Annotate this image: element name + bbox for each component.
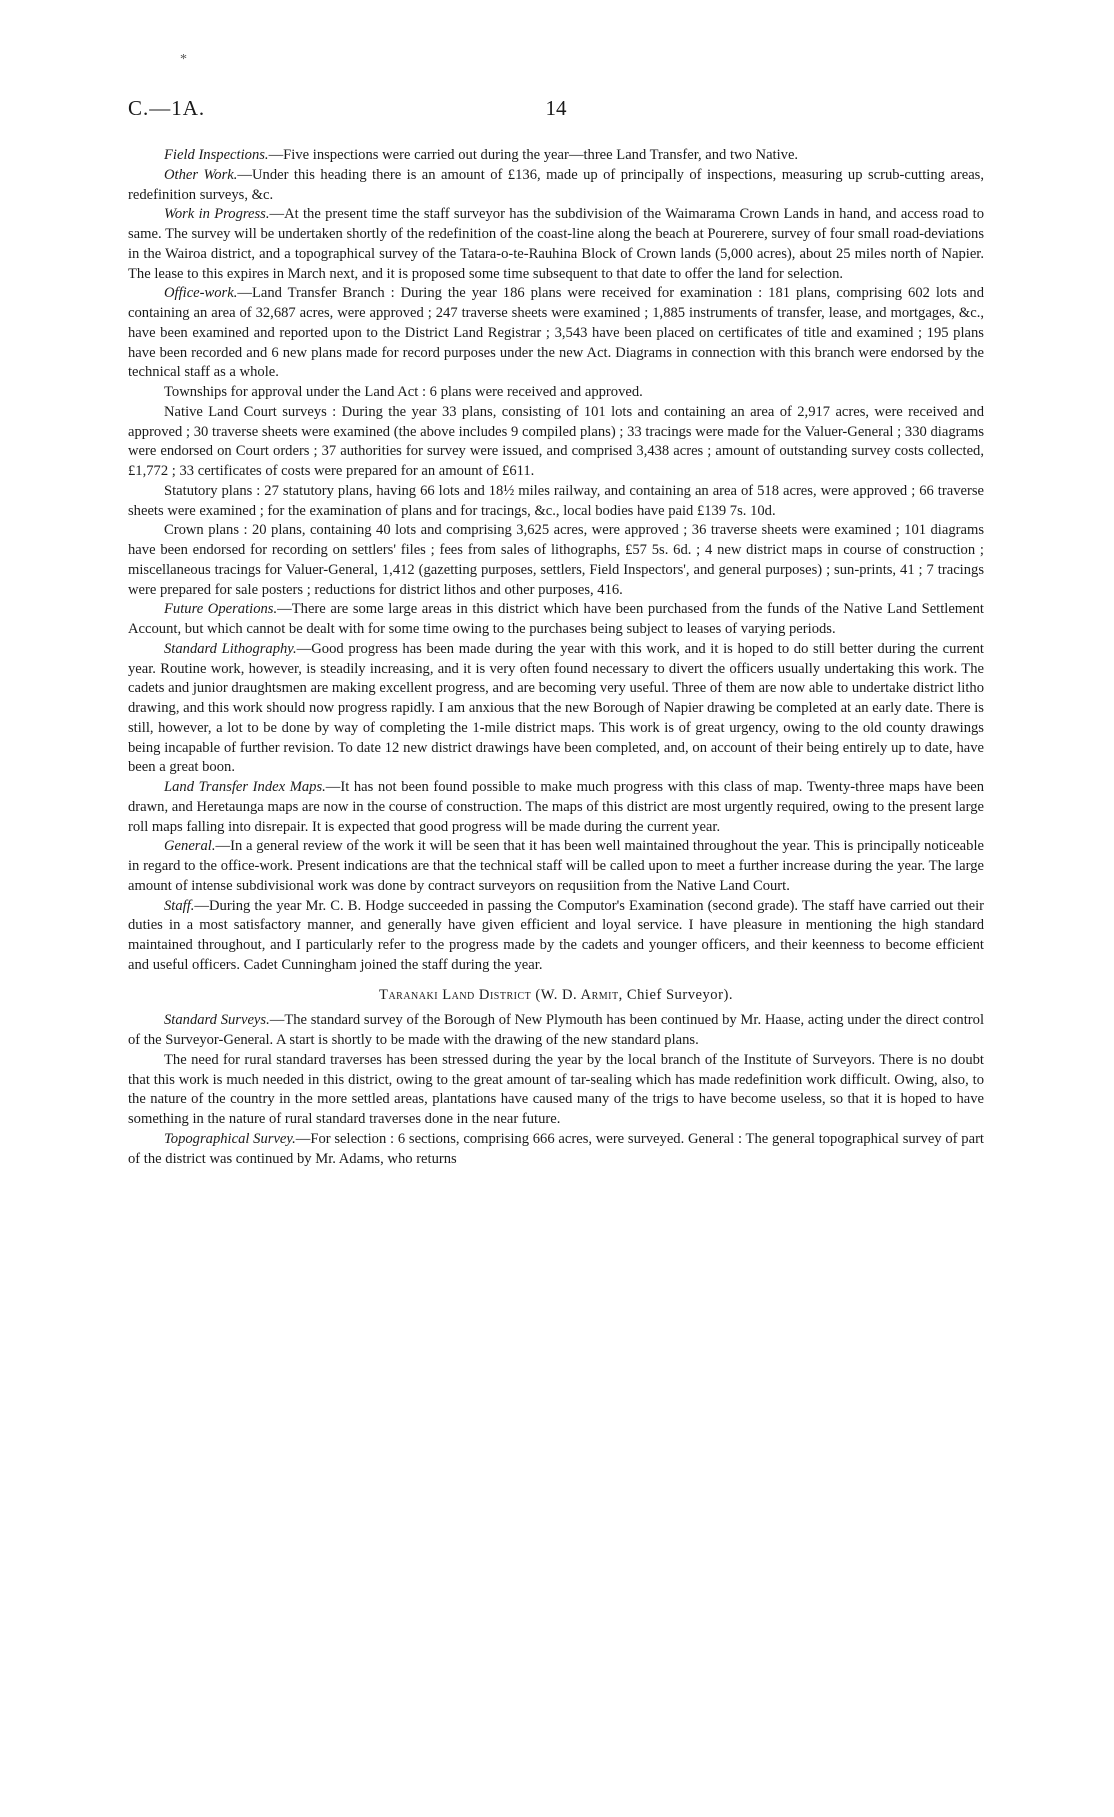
- paragraph-text: Townships for approval under the Land Act : 6 plans were received and approved.: [164, 384, 643, 400]
- paragraph: [128, 482, 984, 522]
- paragraph-text: —It has not been found possible to make much progress with this class of map. Twenty-three maps have been drawn, and Heretaunga maps are now in the course of construction. The maps of this district are most urgently required, owing to the present large roll maps falling into disrepair. It is expected that good progress will be made during the current year.: [128, 779, 985, 835]
- page-number: 14: [545, 96, 567, 120]
- paragraph-heading: Staff.: [164, 897, 195, 914]
- paragraph: [128, 600, 984, 640]
- paragraph-heading: Work in Progress.: [164, 206, 270, 223]
- paragraph-text: —Good progress has been made during the year with this work, and it is hoped to do still better during the current year. Routine work, however, is steadily increasing, and it is very often found necessary to divert the officers usually undertaking this work. The cadets and junior draughtsmen are making excellent progress, and are becoming very useful. Three of them are now able to undertake district litho drawing, and this work should now progress rapidly. I am anxious that the new Borough of Napier drawing be completed at an early date. There is still, however, a lot to be done by way of completing the 1-mile district maps. This work is of great urgency, owing to the old county drawings being incapable of further revision. To date 12 new district drawings have been completed, and, on account of their being entirely up to date, have been a great boon.: [128, 640, 984, 776]
- paragraph-text: —Land Transfer Branch : During the year 186 plans were received for examination : 181 plans, comprising 602 lots and containing an area of 32,687 acres, were approved ; 247 traverse sheets were examined ; 1,885 instruments of transfer, lease, and mortgages, &c., have been examined and reported upon to the District Land Registrar ; 3,543 have been placed on certificates of title and examined ; 195 plans have been recorded and 6 new plans made for record purposes under the new Act. Diagrams in connection with this branch were endorsed by the technical staff as a whole.: [128, 285, 984, 381]
- paragraph: [128, 778, 984, 837]
- paragraph-heading: Topographical Survey.: [164, 1130, 296, 1147]
- paragraph-text: Native Land Court surveys : During the year 33 plans, consisting of 101 lots and containing an area of 2,917 acres, were received and approved ; 30 traverse sheets were examined (the above includes 9 compiled plans) ; 33 tracings were made for the Valuer-General ; 330 diagrams were endorsed on Court orders ; 37 authorities for survey were issued, and comprised 3,438 acres ; amount of outstanding survey costs collected, £1,772 ; 33 certificates of costs were prepared for an amount of £611.: [128, 403, 984, 479]
- paragraph: [128, 1051, 984, 1130]
- paragraph-text: —There are some large areas in this district which have been purchased from the funds of the Native Land Settlement Account, but which cannot be dealt with for some time owing to the purchases being subject to leases of varying periods.: [128, 601, 984, 637]
- page-header: [128, 96, 984, 126]
- page-body: [128, 146, 984, 1169]
- paragraph-heading: Future Operations.: [164, 601, 278, 618]
- paragraph: [128, 521, 984, 600]
- paragraph: [128, 640, 984, 778]
- paragraph-heading: Office-work.: [164, 285, 238, 302]
- paragraph-text: —Five inspections were carried out during the year—three Land Transfer, and two Native.: [268, 147, 799, 163]
- paragraph-heading: Standard Lithography.: [164, 640, 297, 657]
- paragraph: [128, 205, 984, 284]
- paragraph-heading: Other Work.: [164, 166, 238, 183]
- district-name: Taranaki Land District: [379, 986, 532, 1003]
- surveyor-name: W. D. Armit: [540, 986, 619, 1003]
- paragraph-heading: General.: [164, 838, 216, 855]
- paragraph: [128, 1130, 984, 1170]
- paragraph-heading: Standard Surveys.: [164, 1012, 270, 1029]
- paragraph: [128, 837, 984, 896]
- margin-mark: *: [180, 52, 187, 67]
- paragraph: [128, 1011, 984, 1051]
- paragraph-heading: Land Transfer Index Maps.: [164, 779, 326, 795]
- paragraph: [128, 403, 984, 482]
- paragraph-text: Statutory plans : 27 statutory plans, having 66 lots and 18½ miles railway, and containing an area of 518 acres, were approved ; 66 traverse sheets were examined ; for the examination of plans and for tracings, &c., local bodies have paid £139 7s. 10d.: [128, 482, 984, 519]
- paragraph: [128, 897, 984, 976]
- paragraph-text: The need for rural standard traverses has been stressed during the year by the local branch of the Institute of Surveyors. There is no doubt that this work is much needed in this district, owing to the great amount of tar-sealing which has made redefinition work difficult. Owing, also, to the nature of the country in the more settled areas, plantations have caused many of the trigs to have become useless, so that it is hoped to have something in the nature of rural standard traverses done in the near future.: [128, 1051, 984, 1127]
- paragraph: [128, 146, 984, 166]
- paragraph-heading: Field Inspections.: [164, 147, 269, 163]
- paragraph-text: —Under this heading there is an amount of £136, made up of principally of inspections, measuring up scrub-cutting areas, redefinition surveys, &c.: [128, 166, 984, 203]
- document-reference: C.—1A.: [128, 96, 206, 120]
- paragraph-text: —During the year Mr. C. B. Hodge succeeded in passing the Computor's Examination (second grade). The staff have carried out their duties in a most satisfactory manner, and generally have given efficient and loyal service. I have pleasure in mentioning the high standard maintained throughout, and I particularly refer to the progress made by the cadets and younger officers, and their keenness to become efficient and useful officers. Cadet Cunningham joined the staff during the year.: [128, 897, 984, 973]
- paragraph: [128, 284, 984, 383]
- paragraph: [128, 166, 984, 206]
- paragraph-text: —At the present time the staff surveyor has the subdivision of the Waimarama Crown Lands in hand, and access road to same. The survey will be undertaken shortly of the redefinition of the coast-line along the beach at Pourerere, survey of four small road-deviations in the Wairoa district, and a topographical survey of the Tatara-o-te-Rauhina Block of Crown lands (5,000 acres), about 25 miles north of Napier. The lease to this expires in March next, and it is proposed some time subsequent to that date to offer the land for selection.: [128, 206, 985, 282]
- section-heading: Taranaki Land District (W. D. Armit, Chief Surveyor).: [379, 986, 733, 1003]
- paragraph-text: —For selection : 6 sections, comprising 666 acres, were surveyed. General : The general topographical survey of part of the district was continued by Mr. Adams, who returns: [128, 1130, 984, 1167]
- paragraph-text: —The standard survey of the Borough of New Plymouth has been continued by Mr. Haase, acting under the direct control of the Surveyor-General. A start is shortly to be made with the drawing of the new standard plans.: [128, 1012, 984, 1048]
- surveyor-title: Chief Surveyor: [626, 986, 724, 1003]
- paragraph: [128, 383, 984, 403]
- paragraph-text: —In a general review of the work it will be seen that it has been well maintained throughout the year. This is principally noticeable in regard to the office-work. Present indications are that the technical staff will be called upon to meet a further increase during the year. The large amount of intense subdivisional work was done by contract surveyors on requsiition from the Native Land Court.: [128, 838, 984, 894]
- paragraph-text: Crown plans : 20 plans, containing 40 lots and comprising 3,625 acres, were approved ; 36 traverse sheets were examined ; 101 diagrams have been endorsed for recording on settlers' files ; fees from sales of lithographs, £57 5s. 6d. ; 4 new district maps in course of construction ; miscellaneous tracings for Valuer-General, 1,412 (gazetting purposes, settlers, Field Inspectors', and general purposes) ; sun-prints, 41 ; 7 tracings were prepared for sale posters ; reductions for district lithos and other purposes, 416.: [128, 522, 984, 598]
